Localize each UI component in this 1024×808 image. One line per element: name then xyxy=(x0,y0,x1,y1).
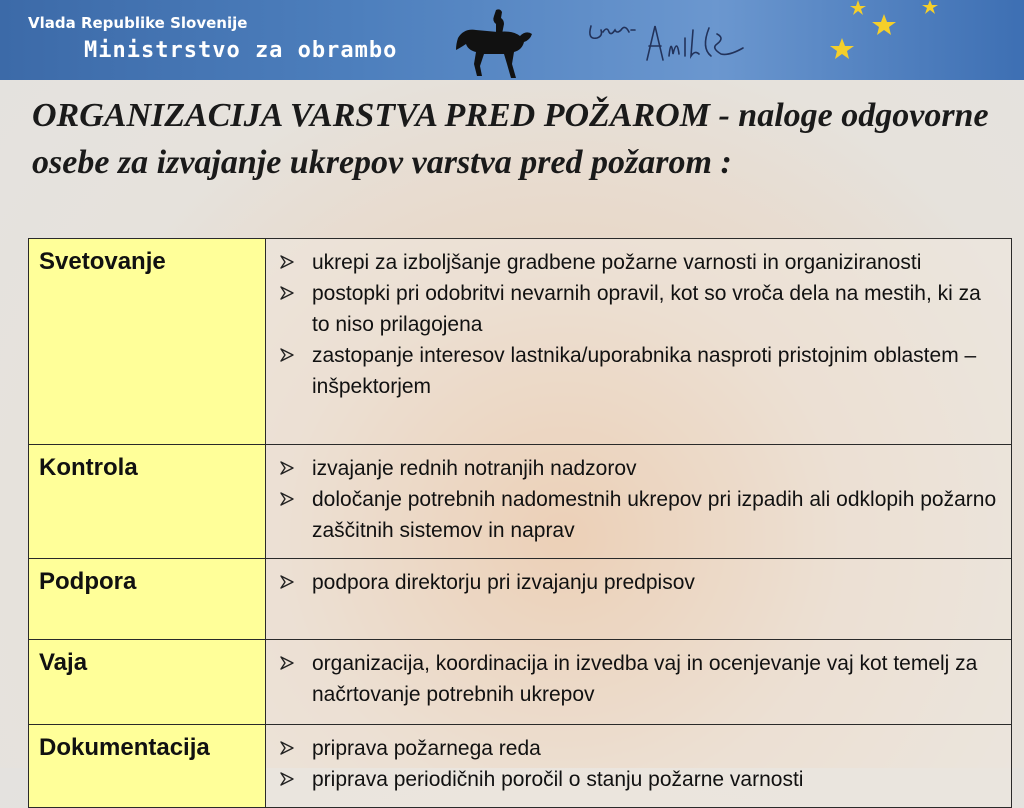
tasks-table xyxy=(28,238,1012,808)
arrow-bullet-icon xyxy=(280,490,298,508)
table-row xyxy=(29,445,1012,559)
list-item xyxy=(278,340,1003,402)
category-cell: Vaja xyxy=(29,640,266,725)
task-list xyxy=(278,453,1003,546)
description-cell xyxy=(266,725,1012,808)
list-item xyxy=(278,278,1003,340)
ministry-name: Ministrstvo za obrambo xyxy=(84,38,398,63)
table-row xyxy=(29,559,1012,640)
rider-statue-icon xyxy=(450,4,540,80)
header-banner xyxy=(0,0,1024,80)
list-item-text: priprava periodičnih poročil o stanju požarne varnosti xyxy=(312,768,804,791)
list-item xyxy=(278,453,1003,484)
arrow-bullet-icon xyxy=(280,739,298,757)
eu-stars-icon xyxy=(780,0,1024,80)
category-cell: Dokumentacija xyxy=(29,725,266,808)
page-title: ORGANIZACIJA VARSTVA PRED POŽAROM - naloge odgovorne osebe za izvajanje ukrepov varstva pred požarom : xyxy=(32,97,989,181)
list-item-text: izvajanje rednih notranjih nadzorov xyxy=(312,457,637,480)
list-item-text: postopki pri odobritvi nevarnih opravil, kot so vroča dela na mestih, ki za to niso prilagojena xyxy=(312,282,981,336)
arrow-bullet-icon xyxy=(280,654,298,672)
list-item xyxy=(278,484,1003,546)
task-list xyxy=(278,567,1003,598)
list-item-text: priprava požarnega reda xyxy=(312,737,541,760)
table-row xyxy=(29,640,1012,725)
list-item-text: podpora direktorju pri izvajanju predpisov xyxy=(312,571,695,594)
description-cell xyxy=(266,239,1012,445)
list-item-text: organizacija, koordinacija in izvedba vaj in ocenjevanje vaj kot temelj za načrtovanje potrebnih ukrepov xyxy=(312,652,978,706)
task-list xyxy=(278,247,1003,402)
category-cell: Svetovanje xyxy=(29,239,266,445)
signature-icon xyxy=(585,10,775,72)
list-item xyxy=(278,648,1003,710)
table-row xyxy=(29,725,1012,808)
description-cell xyxy=(266,559,1012,640)
task-list xyxy=(278,648,1003,710)
description-cell xyxy=(266,640,1012,725)
category-cell: Kontrola xyxy=(29,445,266,559)
task-list xyxy=(278,733,1003,795)
list-item-text: ukrepi za izboljšanje gradbene požarne varnosti in organiziranosti xyxy=(312,251,922,274)
arrow-bullet-icon xyxy=(280,573,298,591)
table-row xyxy=(29,239,1012,445)
arrow-bullet-icon xyxy=(280,459,298,477)
description-cell xyxy=(266,445,1012,559)
list-item xyxy=(278,764,1003,795)
arrow-bullet-icon xyxy=(280,253,298,271)
arrow-bullet-icon xyxy=(280,284,298,302)
list-item xyxy=(278,733,1003,764)
government-name: Vlada Republike Slovenije xyxy=(28,14,248,32)
list-item xyxy=(278,247,1003,278)
list-item-text: določanje potrebnih nadomestnih ukrepov pri izpadih ali odklopih požarno zaščitnih sistemov in naprav xyxy=(312,488,997,542)
category-cell: Podpora xyxy=(29,559,266,640)
list-item xyxy=(278,567,1003,598)
arrow-bullet-icon xyxy=(280,770,298,788)
list-item-text: zastopanje interesov lastnika/uporabnika nasproti pristojnim oblastem – inšpektorjem xyxy=(312,344,977,398)
arrow-bullet-icon xyxy=(280,346,298,364)
